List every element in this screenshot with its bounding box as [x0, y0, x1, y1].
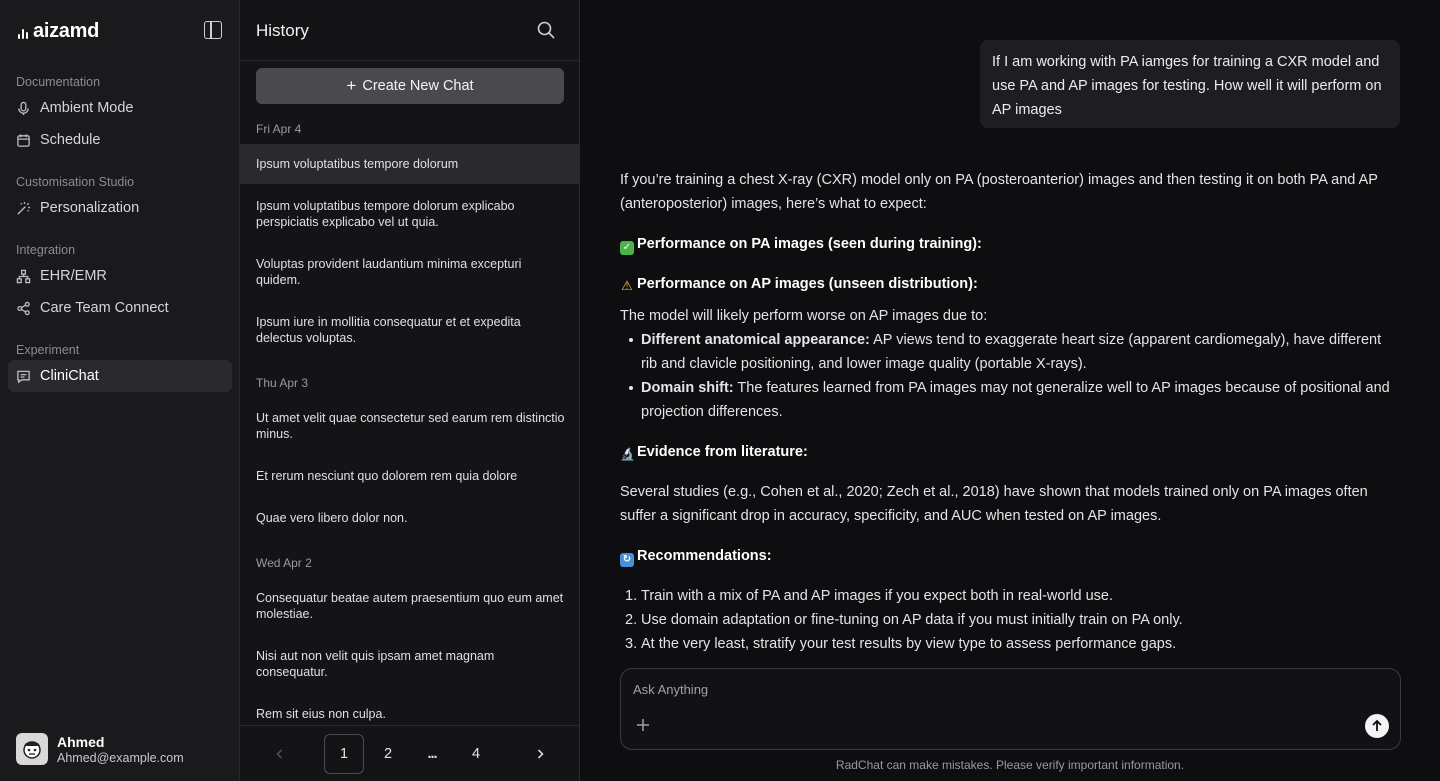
brand-name: aizamd — [33, 19, 100, 42]
history-item[interactable]: Ipsum voluptatibus tempore dolorum explicabo perspiciatis explicabo vel ut quia. — [256, 199, 515, 229]
send-button[interactable] — [1365, 714, 1389, 738]
answer-paragraph: The model will likely perform worse on AP images due to: — [620, 308, 988, 324]
sidebar-item-label: Ambient Mode — [40, 100, 134, 116]
list-item: 2. Use domain adaptation or fine-tuning on AP data if you must initially train on PA only. — [625, 612, 1183, 628]
plus-icon: + — [346, 76, 357, 95]
check-mark-icon: ✓ — [620, 241, 634, 255]
rec-text: Use domain adaptation or fine-tuning on AP data if you must initially train on PA only. — [641, 612, 1183, 628]
history-item[interactable]: Rem sit eius non culpa. — [256, 707, 386, 721]
history-item[interactable]: Ut amet velit quae consectetur sed earum rem distinctio minus. — [256, 411, 565, 441]
rec-text: Train with a mix of PA and AP images if you expect both in real-world use. — [641, 588, 1114, 604]
answer-heading-evidence — [620, 440, 1400, 464]
user-email: Ahmed@example.com — [57, 750, 184, 765]
list-item: 1. Train with a mix of PA and AP images if you expect both in real-world use. — [625, 588, 1114, 604]
list-item: 3. At the very least, stratify your test results by view type to assess performance gaps. — [625, 636, 1177, 652]
network-icon — [16, 269, 31, 284]
section-label-experiment: Experiment — [16, 343, 80, 357]
sidebar-item-schedule[interactable] — [8, 124, 232, 156]
assistant-answer — [620, 168, 1400, 656]
history-panel — [240, 0, 580, 781]
rec-text: At the very least, stratify your test results by view type to assess performance gaps. — [641, 636, 1177, 652]
sidebar-toggle-icon[interactable] — [204, 21, 222, 39]
answer-paragraph: Several studies (e.g., Cohen et al., 2020; Zech et al., 2018) have shown that models trained only on PA images often suffer a significant drop in accuracy, specificity, and AUC when tested on AP images. — [620, 484, 1368, 524]
sidebar-item-label: CliniChat — [40, 368, 99, 384]
answer-heading-text: Performance on PA images (seen during training): — [637, 236, 982, 252]
bullet-text: AP views tend to exaggerate heart size (apparent cardiomegaly), have different rib and clavicle positioning, and lower image quality (portable X-rays). — [641, 332, 1382, 372]
answer-recommendations — [620, 584, 1400, 656]
history-item[interactable]: Ipsum iure in mollitia consequatur et et expedita delectus voluptas. — [256, 315, 521, 345]
prev-page-button[interactable] — [260, 734, 300, 774]
microscope-icon: 🔬 — [620, 447, 635, 461]
bullet-bold: Domain shift: — [641, 380, 734, 396]
sidebar-item-ehr-emr[interactable] — [8, 260, 232, 292]
bullet-text: The features learned from PA images may not generalize well to AP images because of positional and projection differences. — [641, 380, 1390, 420]
attach-plus-icon[interactable] — [635, 717, 651, 733]
logo-mark-icon — [18, 23, 28, 39]
chevron-right-icon — [534, 748, 546, 760]
answer-intro: If you’re training a chest X-ray (CXR) model only on PA (posteroanterior) images and then testing it on both PA and AP (anteroposterior) images, here’s what to expect: — [620, 172, 1378, 212]
history-item[interactable]: Ipsum voluptatibus tempore dolorum — [240, 144, 579, 184]
microphone-icon — [16, 101, 31, 116]
page-button-1[interactable]: 1 — [324, 734, 364, 774]
bullet-bold: Different anatomical appearance: — [641, 332, 870, 348]
disclaimer: RadChat can make mistakes. Please verify important information. — [835, 758, 1185, 772]
answer-heading-text: Performance on AP images (unseen distribution): — [637, 276, 978, 292]
page-button-4[interactable]: 4 — [471, 746, 481, 762]
answer-heading-recommendations — [620, 544, 1400, 568]
date-group-label: Wed Apr 2 — [256, 556, 312, 570]
sidebar-item-personalization[interactable] — [8, 192, 232, 224]
arrow-up-icon — [1370, 719, 1384, 733]
search-icon[interactable] — [536, 20, 556, 40]
page-ellipsis: ... — [427, 746, 437, 762]
answer-heading-ap — [620, 272, 1400, 296]
list-item — [620, 376, 1400, 424]
create-new-chat-button[interactable] — [256, 68, 564, 104]
sidebar-item-care-team-connect[interactable] — [8, 292, 232, 324]
create-new-chat-label: Create New Chat — [362, 78, 474, 94]
section-label-customisation: Customisation Studio — [16, 175, 135, 189]
chevron-left-icon — [274, 748, 286, 760]
chat-main — [580, 0, 1440, 781]
magic-wand-icon — [16, 201, 31, 216]
section-label-integration: Integration — [16, 243, 76, 257]
chat-input[interactable] — [633, 682, 1333, 697]
sidebar-item-label: Personalization — [40, 200, 140, 216]
answer-heading-text: Recommendations: — [637, 548, 772, 564]
history-item[interactable]: Consequatur beatae autem praesentium quo eum amet molestiae. — [256, 591, 564, 621]
sidebar — [0, 0, 240, 781]
history-header — [240, 0, 579, 61]
history-title: History — [256, 21, 309, 40]
brand-logo[interactable] — [18, 20, 99, 42]
warning-icon: ⚠ — [621, 278, 633, 293]
history-item[interactable]: Nisi aut non velit quis ipsam amet magnam consequatur. — [256, 649, 495, 679]
cycle-arrows-icon: ↻ — [620, 553, 634, 567]
sidebar-item-label: Care Team Connect — [40, 300, 169, 316]
calendar-icon — [16, 133, 31, 148]
user-profile[interactable] — [16, 733, 184, 765]
date-group-label: Fri Apr 4 — [256, 122, 302, 136]
answer-heading-pa — [620, 232, 1400, 256]
section-label-documentation: Documentation — [16, 75, 101, 89]
history-item[interactable]: Et rerum nesciunt quo dolorem rem quia dolore — [256, 469, 518, 483]
answer-bullets — [620, 328, 1400, 424]
pagination — [240, 725, 579, 781]
sidebar-item-label: EHR/EMR — [40, 268, 107, 284]
list-item — [620, 328, 1400, 376]
history-item[interactable]: Voluptas provident laudantium minima excepturi quidem. — [256, 257, 522, 287]
avatar — [16, 733, 48, 765]
next-page-button[interactable] — [520, 734, 560, 774]
user-message-bubble: If I am working with PA iamges for training a CXR model and use PA and AP images for testing. How well it will perform on AP images — [980, 40, 1400, 128]
history-item[interactable]: Quae vero libero dolor non. — [256, 511, 408, 525]
sidebar-item-label: Schedule — [40, 132, 101, 148]
date-group-label: Thu Apr 3 — [256, 376, 309, 390]
sidebar-item-clinichat[interactable] — [8, 360, 232, 392]
share-icon — [16, 301, 31, 316]
sidebar-item-ambient-mode[interactable] — [8, 92, 232, 124]
user-name: Ahmed — [57, 733, 105, 750]
avatar-illustration-icon — [19, 736, 45, 762]
chat-icon — [16, 369, 31, 384]
page-button-2[interactable]: 2 — [383, 746, 393, 762]
answer-heading-text: Evidence from literature: — [637, 444, 808, 460]
chat-composer — [620, 668, 1401, 750]
